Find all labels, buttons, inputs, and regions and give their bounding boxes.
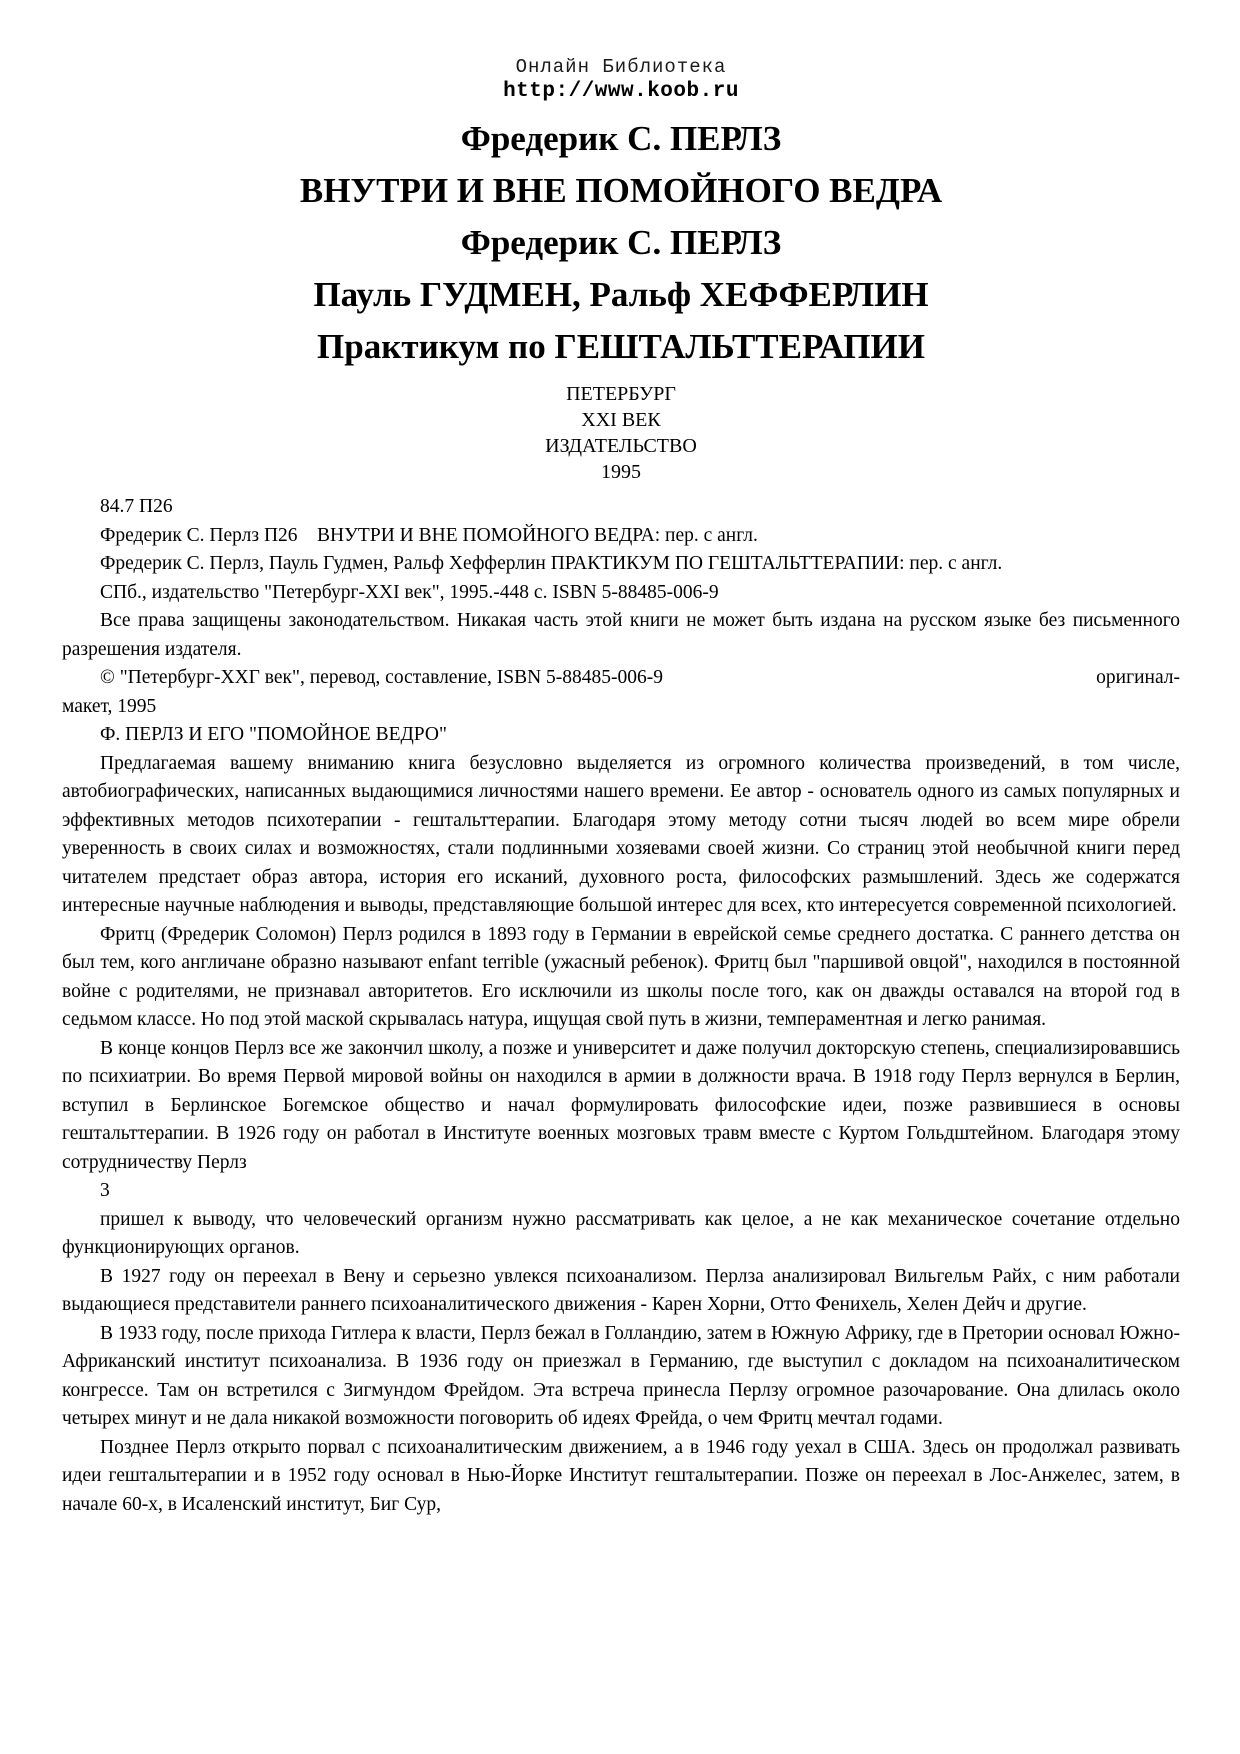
imprint-year: 1995	[601, 461, 641, 483]
rights-notice: Все права защищены законодательством. Никакая часть этой книги не может быть издана на русском языке без письменного разрешения издателя.	[62, 610, 1180, 660]
library-name: Онлайн Библиотека	[515, 56, 727, 78]
title-book-2: Практикум по ГЕШТАЛЬТТЕРАПИИ	[317, 327, 925, 366]
copyright-left: © "Петербург-ХХГ век", перевод, составление, ISBN 5-88485-006-9	[100, 667, 664, 688]
imprint-publisher-word: ИЗДАТЕЛЬСТВО	[545, 435, 697, 457]
imprint-city: ПЕТЕРБУРГ	[566, 383, 676, 405]
title-coauthors: Пауль ГУДМЕН, Ральф ХЕФФЕРЛИН	[313, 275, 929, 314]
catalog-line-2: Фредерик С. Перлз, Пауль Гудмен, Ральф Хефферлин ПРАКТИКУМ ПО ГЕШТАЛЬТТЕРАПИИ: пер. с англ.	[100, 553, 1003, 574]
paragraph-intro: Предлагаемая вашему вниманию книга безусловно выделяется из огромного количества произведений, в том числе, автобиографических, написанных выдающимися личностями нашего времени. Ее автор - основатель одного из самых популярных и эффективных методов психотерапии - гештальттерапии. Благодаря этому методу сотни тысяч людей во всем мире обрели уверенность в своих силах и возможностях, стали подлинными хозяевами своей жизни. Со страниц этой необычной книги перед читателем предстает образ автора, история его исканий, духовного роста, философских размышлений. Здесь же содержатся интересные научные наблюдения и выводы, представляющие большой интерес для всех, кто интересуется современной психологией.	[62, 752, 1180, 916]
library-url: http://www.koob.ru	[503, 80, 739, 103]
page-number: 3	[100, 1180, 110, 1201]
paragraph-bio-5: В 1933 году, после прихода Гитлера к власти, Перлз бежал в Голландию, затем в Южную Африку, где в Претории основал Южно-Африканский институт психоанализа. В 1936 году он приезжал в Германию, где выступил с докладом на психоаналитическом конгрессе. Там он встретился с Зигмундом Фрейдом. Эта встреча принесла Перлзу огромное разочарование. Она длилась около четырех минут и не дала никакой возможности поговорить об идеях Фрейда, о чем Фритц мечтал годами.	[62, 1322, 1180, 1429]
body-text	[62, 493, 1180, 1519]
copyright-right: оригинал-	[1096, 667, 1180, 688]
catalog-line-3: СПб., издательство "Петербург-XXI век", 1995.-448 с. ISBN 5-88485-006-9	[100, 581, 719, 603]
title-author-repeat: Фредерик С. ПЕРЛЗ	[460, 223, 782, 262]
paragraph-bio-4: В 1927 году он переехал в Вену и серьезно увлекся психоанализом. Перлза анализировал Вильгельм Райх, с ним работали выдающиеся представители раннего психоаналитического движения - Карен Хорни, Отто Фенихель, Хелен Дейч и другие.	[62, 1265, 1180, 1315]
catalog-code: 84.7 П26	[100, 496, 173, 517]
section-title: Ф. ПЕРЛЗ И ЕГО "ПОМОЙНОЕ ВЕДРО"	[100, 724, 447, 745]
title-book-1: ВНУТРИ И ВНЕ ПОМОЙНОГО ВЕДРА	[299, 171, 943, 210]
imprint-publisher-name: XXI ВЕК	[581, 409, 661, 431]
copyright-line	[62, 664, 1180, 693]
title-block	[62, 121, 1180, 364]
paragraph-bio-1: Фритц (Фредерик Соломон) Перлз родился в 1893 году в Германии в еврейской семье среднего достатка. С раннего детства он был тем, кого англичане образно называют enfant terrible (ужасный ребенок). Фритц был "паршивой овцой", находился в постоянной войне с родителями, не признавал авторитетов. Его исключили из школы после того, как он дважды оставался на второй год в седьмом классе. Но под этой маской скрывалась натура, ищущая свой путь в жизни, темпераментная и легко ранимая.	[62, 923, 1180, 1030]
site-header	[62, 56, 1180, 103]
paragraph-bio-6: Позднее Перлз открыто порвал с психоаналитическим движением, а в 1946 году уехал в США. Здесь он продолжал развивать идеи гешталытерапии и в 1952 году основал в Нью-Йорке Институт гешталытерапии. Позже он переехал в Лос-Анжелес, затем, в начале 60-х, в Исаленский институт, Биг Сур,	[62, 1436, 1180, 1515]
paragraph-bio-2: В конце концов Перлз все же закончил школу, а позже и университет и даже получил докторскую степень, специализировавшись по психиатрии. Во время Первой мировой войны он находился в армии в должности врача. В 1918 году Перлз вернулся в Берлин, вступил в Берлинское Богемское общество и начал формулировать философские идеи, позже развившиеся в основы гештальттерапии. В 1926 году он работал в Институте военных мозговых травм вместе с Куртом Гольдштейном. Благодаря этому сотрудничеству Перлз	[62, 1037, 1180, 1173]
title-author-top: Фредерик С. ПЕРЛЗ	[460, 119, 782, 158]
imprint-block	[62, 381, 1180, 485]
paragraph-bio-3: пришел к выводу, что человеческий организм нужно рассматривать как целое, а не как механическое сочетание отдельно функционирующих органов.	[62, 1208, 1180, 1258]
copyright-line-2: макет, 1995	[62, 695, 157, 717]
catalog-line-1: Фредерик С. Перлз П26 ВНУТРИ И ВНЕ ПОМОЙНОГО ВЕДРА: пер. с англ.	[100, 524, 758, 546]
